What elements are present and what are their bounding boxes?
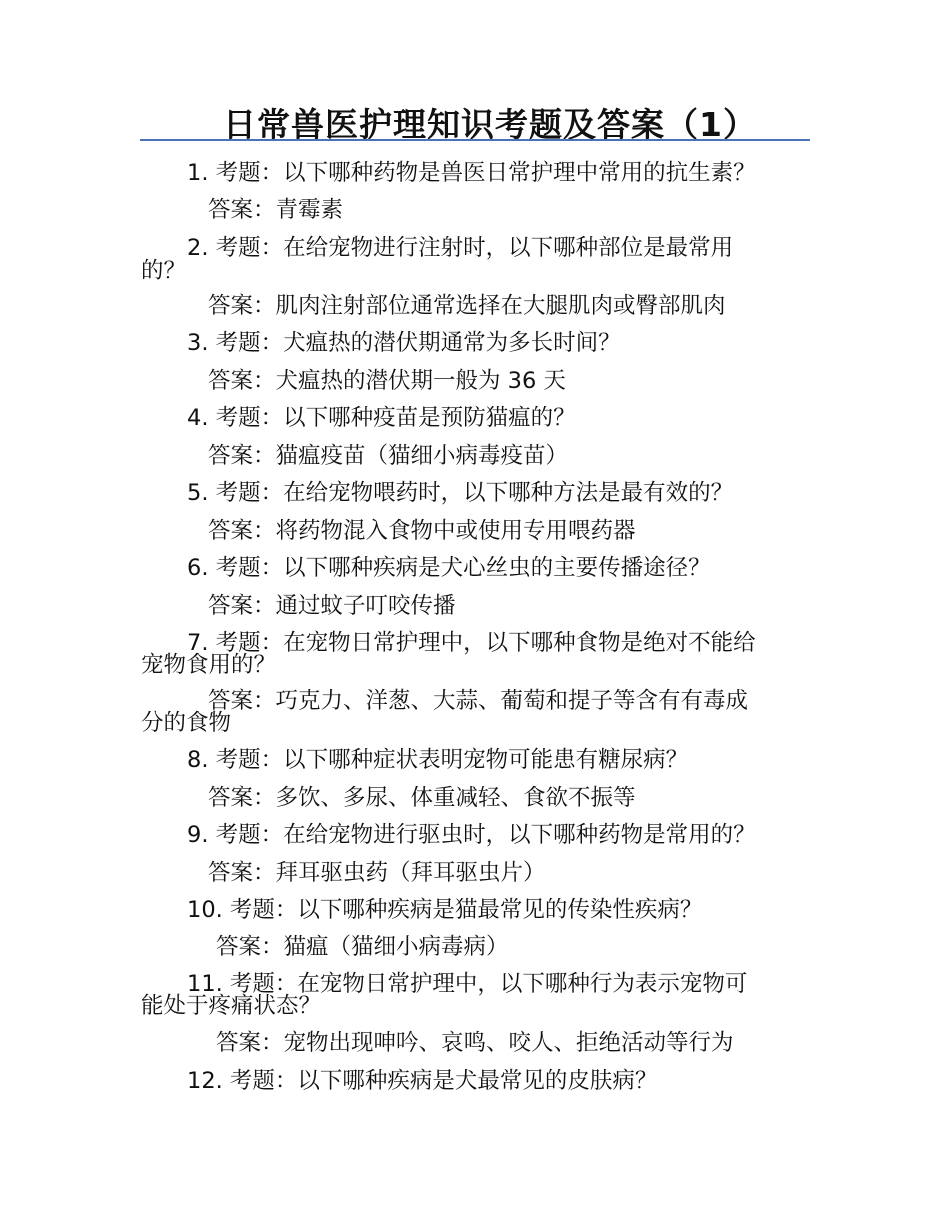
answer-4: 答案：猫瘟疫苗（猫细小病毒疫苗） (208, 443, 569, 469)
question-1: 1. 考题：以下哪种药物是兽医日常护理中常用的抗生素？ (187, 160, 756, 186)
question-2: 2. 考题：在给宠物进行注射时，以下哪种部位是最常用 (187, 235, 734, 261)
question-12: 12. 考题：以下哪种疾病是犬最常见的皮肤病？ (187, 1068, 658, 1094)
answer-3: 答案：犬瘟热的潜伏期一般为 36 天 (208, 368, 566, 394)
question-10: 10. 考题：以下哪种疾病是猫最常见的传染性疾病？ (187, 897, 703, 923)
question-5: 5. 考题：在给宠物喂药时，以下哪种方法是最有效的？ (187, 480, 734, 506)
question-3: 3. 考题：犬瘟热的潜伏期通常为多长时间？ (187, 330, 621, 356)
title-underline (140, 139, 810, 141)
question-11-continued: 能处于疼痛状态？ (141, 993, 322, 1019)
question-9: 9. 考题：在给宠物进行驱虫时，以下哪种药物是常用的？ (187, 822, 756, 848)
question-8: 8. 考题：以下哪种症状表明宠物可能患有糖尿病？ (187, 747, 689, 773)
question-7-continued: 宠物食用的？ (141, 652, 277, 678)
answer-2: 答案：肌肉注射部位通常选择在大腿肌肉或臀部肌肉 (208, 293, 726, 319)
document-title: 日常兽医护理知识考题及答案（1） (223, 105, 757, 144)
question-11: 11. 考题：在宠物日常护理中，以下哪种行为表示宠物可 (187, 971, 748, 997)
question-7: 7. 考题：在宠物日常护理中，以下哪种食物是绝对不能给 (187, 630, 756, 656)
answer-9: 答案：拜耳驱虫药（拜耳驱虫片） (208, 860, 546, 886)
question-2-continued: 的？ (141, 258, 187, 284)
answer-1: 答案：青霉素 (208, 197, 344, 223)
answer-8: 答案：多饮、多尿、体重减轻、食欲不振等 (208, 785, 636, 811)
answer-11: 答案：宠物出现呻吟、哀鸣、咬人、拒绝活动等行为 (216, 1030, 734, 1056)
answer-7-continued: 分的食物 (141, 710, 232, 736)
answer-6: 答案：通过蚊子叮咬传播 (208, 593, 456, 619)
answer-5: 答案：将药物混入食物中或使用专用喂药器 (208, 518, 636, 544)
question-6: 6. 考题：以下哪种疾病是犬心丝虫的主要传播途径？ (187, 555, 711, 581)
answer-7: 答案：巧克力、洋葱、大蒜、葡萄和提子等含有有毒成 (208, 688, 749, 714)
answer-10: 答案：猫瘟（猫细小病毒病） (216, 934, 509, 960)
question-4: 4. 考题：以下哪种疫苗是预防猫瘟的？ (187, 405, 576, 431)
